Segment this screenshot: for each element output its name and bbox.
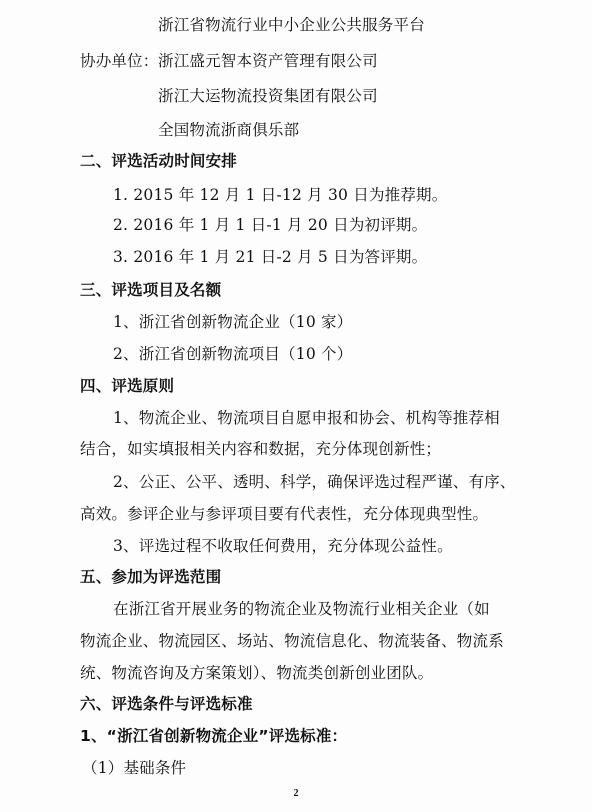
section-4-para-3: 3、评选过程不收取任何费用，充分体现公益性。 — [113, 537, 453, 555]
section-4-para-2-line-1: 2、公正、公平、透明、科学，确保评选过程严谨、有序、 — [113, 473, 516, 491]
section-5-line-1: 在浙江省开展业务的物流企业及物流行业相关企业（如 — [113, 600, 490, 618]
co-organizer-1: 浙江盛元智本资产管理有限公司 — [158, 52, 378, 70]
section-2-heading: 二、评选活动时间安排 — [80, 152, 238, 170]
section-3-heading: 三、评选项目及名额 — [80, 281, 222, 299]
section-3-item-2: 2、浙江省创新物流项目（10 个） — [113, 345, 353, 363]
section-4-para-1-line-2: 结合，如实填报相关内容和数据，充分体现创新性； — [80, 440, 442, 458]
section-3-item-1: 1、浙江省创新物流企业（10 家） — [113, 313, 353, 331]
co-organizer-3: 全国物流浙商俱乐部 — [158, 121, 300, 139]
co-organizer-label: 协办单位： — [80, 52, 159, 70]
section-6-heading: 六、评选条件与评选标准 — [80, 695, 253, 713]
platform-name: 浙江省物流行业中小企业公共服务平台 — [158, 16, 425, 34]
section-6-subheading-1-1: （1）基础条件 — [82, 759, 187, 777]
section-4-para-1-line-1: 1、物流企业、物流项目自愿申报和协会、机构等推荐相 — [113, 409, 500, 427]
section-2-item-3: 3. 2016 年 1 月 21 日-2 月 5 日为答评期。 — [113, 248, 428, 266]
section-2-item-2: 2. 2016 年 1 月 1 日-1 月 20 日为初评期。 — [113, 216, 428, 234]
page-number: 2 — [293, 788, 299, 799]
section-4-heading: 四、评选原则 — [80, 377, 175, 395]
co-organizer-2: 浙江大运物流投资集团有限公司 — [158, 87, 378, 105]
section-5-line-3: 统、物流咨询及方案策划）、物流类创新创业团队。 — [80, 664, 434, 682]
section-6-subheading-1: 1、“浙江省创新物流企业”评选标准： — [80, 727, 348, 745]
section-2-item-1: 1. 2015 年 12 月 1 日-12 月 30 日为推荐期。 — [113, 186, 448, 204]
section-5-heading: 五、参加为评选范围 — [80, 568, 222, 586]
section-5-line-2: 物流企业、物流园区、场站、物流信息化、物流装备、物流系 — [80, 632, 504, 650]
section-4-para-2-line-2: 高效。参评企业与参评项目要有代表性，充分体现典型性。 — [80, 505, 489, 523]
